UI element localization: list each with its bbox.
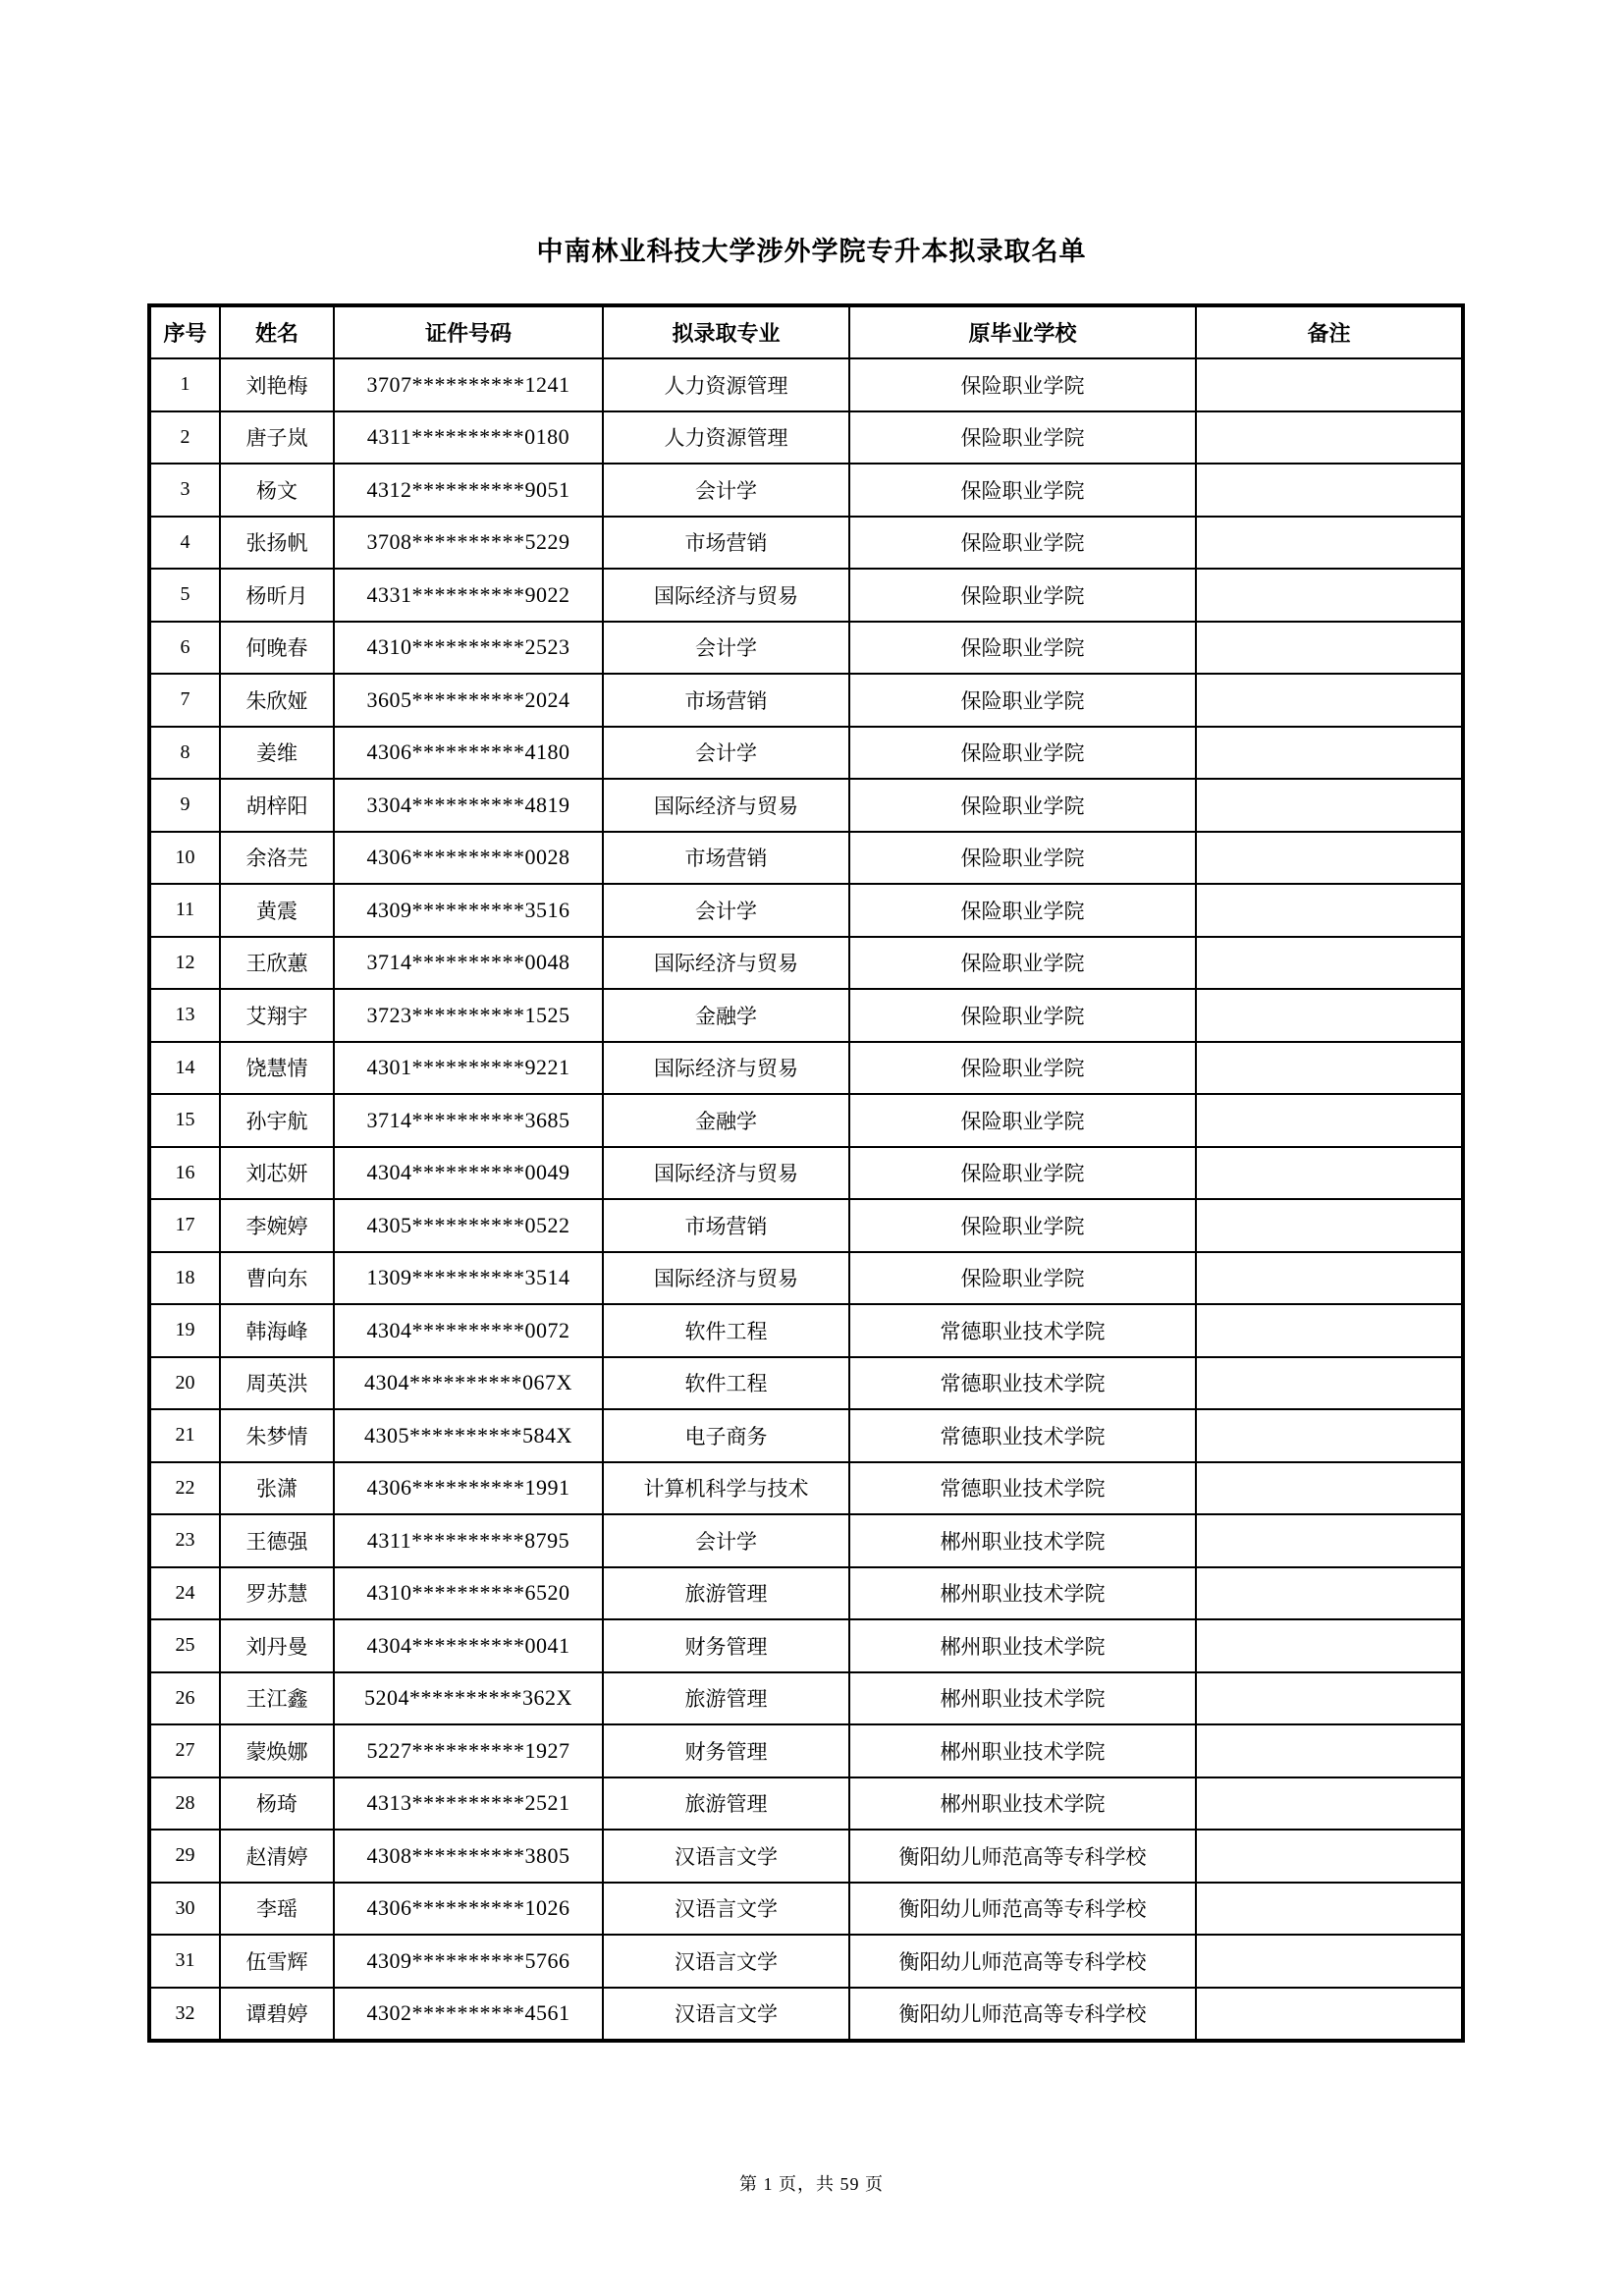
- table-row: [149, 1514, 1463, 1567]
- cell-index: 15: [149, 1094, 220, 1147]
- cell-school: 保险职业学院: [849, 779, 1196, 832]
- cell-name: 赵清婷: [220, 1830, 334, 1883]
- cell-name: 朱梦情: [220, 1409, 334, 1462]
- cell-remark: [1196, 1830, 1463, 1883]
- cell-school: 保险职业学院: [849, 411, 1196, 465]
- cell-name: 刘丹曼: [220, 1619, 334, 1672]
- cell-name: 杨琦: [220, 1777, 334, 1831]
- cell-index: 8: [149, 727, 220, 780]
- cell-name: 张潇: [220, 1462, 334, 1515]
- cell-index: 12: [149, 937, 220, 990]
- cell-name: 李婉婷: [220, 1199, 334, 1252]
- cell-id-number: 4306**********1991: [334, 1462, 603, 1515]
- cell-major: 会计学: [603, 464, 849, 517]
- cell-school: 保险职业学院: [849, 727, 1196, 780]
- cell-remark: [1196, 464, 1463, 517]
- cell-remark: [1196, 1147, 1463, 1200]
- cell-major: 计算机科学与技术: [603, 1462, 849, 1515]
- cell-major: 人力资源管理: [603, 411, 849, 465]
- cell-major: 金融学: [603, 1094, 849, 1147]
- column-header-index: 序号: [149, 305, 220, 358]
- cell-name: 曹向东: [220, 1252, 334, 1305]
- cell-school: 常德职业技术学院: [849, 1409, 1196, 1462]
- cell-major: 国际经济与贸易: [603, 1042, 849, 1095]
- cell-school: 郴州职业技术学院: [849, 1777, 1196, 1831]
- cell-remark: [1196, 1409, 1463, 1462]
- cell-id-number: 4308**********3805: [334, 1830, 603, 1883]
- cell-remark: [1196, 989, 1463, 1042]
- cell-school: 保险职业学院: [849, 1199, 1196, 1252]
- cell-index: 6: [149, 622, 220, 675]
- table-row: [149, 1567, 1463, 1620]
- cell-index: 9: [149, 779, 220, 832]
- cell-major: 汉语言文学: [603, 1935, 849, 1988]
- cell-remark: [1196, 1304, 1463, 1357]
- cell-major: 人力资源管理: [603, 358, 849, 411]
- cell-school: 保险职业学院: [849, 884, 1196, 937]
- cell-school: 保险职业学院: [849, 989, 1196, 1042]
- cell-name: 姜维: [220, 727, 334, 780]
- cell-remark: [1196, 1094, 1463, 1147]
- cell-major: 国际经济与贸易: [603, 569, 849, 622]
- cell-index: 29: [149, 1830, 220, 1883]
- cell-name: 周英洪: [220, 1357, 334, 1410]
- cell-index: 27: [149, 1724, 220, 1777]
- table-row: [149, 1357, 1463, 1410]
- cell-remark: [1196, 1883, 1463, 1936]
- cell-index: 26: [149, 1672, 220, 1725]
- cell-school: 郴州职业技术学院: [849, 1567, 1196, 1620]
- table-row: [149, 1094, 1463, 1147]
- cell-remark: [1196, 1514, 1463, 1567]
- cell-index: 30: [149, 1883, 220, 1936]
- cell-school: 保险职业学院: [849, 937, 1196, 990]
- cell-index: 2: [149, 411, 220, 465]
- cell-id-number: 3304**********4819: [334, 779, 603, 832]
- cell-name: 李瑶: [220, 1883, 334, 1936]
- table-row: [149, 1830, 1463, 1883]
- table-row: [149, 1199, 1463, 1252]
- cell-remark: [1196, 1462, 1463, 1515]
- cell-index: 25: [149, 1619, 220, 1672]
- cell-school: 保险职业学院: [849, 1252, 1196, 1305]
- cell-name: 饶慧情: [220, 1042, 334, 1095]
- cell-index: 14: [149, 1042, 220, 1095]
- cell-name: 余洛芫: [220, 832, 334, 885]
- cell-remark: [1196, 832, 1463, 885]
- cell-index: 19: [149, 1304, 220, 1357]
- cell-index: 20: [149, 1357, 220, 1410]
- cell-school: 保险职业学院: [849, 517, 1196, 570]
- cell-name: 伍雪辉: [220, 1935, 334, 1988]
- cell-school: 衡阳幼儿师范高等专科学校: [849, 1883, 1196, 1936]
- table-row: [149, 517, 1463, 570]
- cell-school: 保险职业学院: [849, 622, 1196, 675]
- table-row: [149, 1724, 1463, 1777]
- cell-major: 市场营销: [603, 1199, 849, 1252]
- cell-remark: [1196, 1567, 1463, 1620]
- cell-school: 保险职业学院: [849, 464, 1196, 517]
- cell-major: 市场营销: [603, 674, 849, 727]
- cell-remark: [1196, 1988, 1463, 2042]
- table-row: [149, 1042, 1463, 1095]
- cell-id-number: 3708**********5229: [334, 517, 603, 570]
- table-body: [149, 358, 1463, 2041]
- cell-remark: [1196, 1042, 1463, 1095]
- cell-remark: [1196, 1672, 1463, 1725]
- cell-name: 张扬帆: [220, 517, 334, 570]
- cell-id-number: 1309**********3514: [334, 1252, 603, 1305]
- cell-remark: [1196, 727, 1463, 780]
- cell-name: 刘艳梅: [220, 358, 334, 411]
- cell-remark: [1196, 1724, 1463, 1777]
- table-row: [149, 1672, 1463, 1725]
- cell-remark: [1196, 1777, 1463, 1831]
- cell-index: 24: [149, 1567, 220, 1620]
- cell-remark: [1196, 937, 1463, 990]
- table-row: [149, 358, 1463, 411]
- table-row: [149, 674, 1463, 727]
- cell-school: 郴州职业技术学院: [849, 1672, 1196, 1725]
- table-row: [149, 1935, 1463, 1988]
- cell-major: 旅游管理: [603, 1567, 849, 1620]
- cell-name: 朱欣娅: [220, 674, 334, 727]
- cell-id-number: 4310**********6520: [334, 1567, 603, 1620]
- cell-id-number: 4310**********2523: [334, 622, 603, 675]
- cell-name: 孙宇航: [220, 1094, 334, 1147]
- cell-id-number: 5204**********362X: [334, 1672, 603, 1725]
- cell-name: 胡梓阳: [220, 779, 334, 832]
- cell-school: 郴州职业技术学院: [849, 1619, 1196, 1672]
- cell-id-number: 3605**********2024: [334, 674, 603, 727]
- cell-id-number: 3723**********1525: [334, 989, 603, 1042]
- cell-major: 国际经济与贸易: [603, 937, 849, 990]
- cell-index: 13: [149, 989, 220, 1042]
- table-row: [149, 622, 1463, 675]
- cell-name: 唐子岚: [220, 411, 334, 465]
- cell-index: 7: [149, 674, 220, 727]
- cell-remark: [1196, 1199, 1463, 1252]
- cell-remark: [1196, 358, 1463, 411]
- cell-id-number: 4311**********0180: [334, 411, 603, 465]
- cell-id-number: 4313**********2521: [334, 1777, 603, 1831]
- cell-name: 艾翔宇: [220, 989, 334, 1042]
- cell-school: 常德职业技术学院: [849, 1304, 1196, 1357]
- table-row: [149, 779, 1463, 832]
- cell-major: 会计学: [603, 884, 849, 937]
- column-header-id: 证件号码: [334, 305, 603, 358]
- cell-major: 软件工程: [603, 1357, 849, 1410]
- cell-id-number: 4306**********0028: [334, 832, 603, 885]
- table-row: [149, 1304, 1463, 1357]
- cell-id-number: 4304**********0072: [334, 1304, 603, 1357]
- cell-major: 会计学: [603, 1514, 849, 1567]
- table-row: [149, 1619, 1463, 1672]
- cell-major: 旅游管理: [603, 1672, 849, 1725]
- table-row: [149, 989, 1463, 1042]
- cell-major: 汉语言文学: [603, 1988, 849, 2042]
- cell-major: 会计学: [603, 622, 849, 675]
- table-row: [149, 1883, 1463, 1936]
- cell-major: 市场营销: [603, 832, 849, 885]
- cell-remark: [1196, 622, 1463, 675]
- admission-roster-table: [147, 303, 1465, 2043]
- cell-remark: [1196, 1935, 1463, 1988]
- cell-name: 罗苏慧: [220, 1567, 334, 1620]
- cell-major: 国际经济与贸易: [603, 1252, 849, 1305]
- cell-index: 21: [149, 1409, 220, 1462]
- cell-name: 杨昕月: [220, 569, 334, 622]
- cell-remark: [1196, 517, 1463, 570]
- table-row: [149, 884, 1463, 937]
- cell-index: 1: [149, 358, 220, 411]
- cell-index: 32: [149, 1988, 220, 2042]
- cell-id-number: 4306**********4180: [334, 727, 603, 780]
- cell-index: 10: [149, 832, 220, 885]
- column-header-school: 原毕业学校: [849, 305, 1196, 358]
- cell-remark: [1196, 411, 1463, 465]
- cell-major: 会计学: [603, 727, 849, 780]
- cell-index: 23: [149, 1514, 220, 1567]
- cell-major: 汉语言文学: [603, 1883, 849, 1936]
- cell-major: 国际经济与贸易: [603, 1147, 849, 1200]
- cell-name: 王德强: [220, 1514, 334, 1567]
- cell-school: 保险职业学院: [849, 1147, 1196, 1200]
- cell-school: 保险职业学院: [849, 832, 1196, 885]
- cell-school: 保险职业学院: [849, 1094, 1196, 1147]
- cell-id-number: 4304**********0049: [334, 1147, 603, 1200]
- cell-major: 旅游管理: [603, 1777, 849, 1831]
- cell-id-number: 4306**********1026: [334, 1883, 603, 1936]
- column-header-name: 姓名: [220, 305, 334, 358]
- cell-remark: [1196, 1619, 1463, 1672]
- cell-id-number: 4304**********067X: [334, 1357, 603, 1410]
- cell-school: 常德职业技术学院: [849, 1462, 1196, 1515]
- table-row: [149, 727, 1463, 780]
- table-row: [149, 937, 1463, 990]
- page-number-footer: 第 1 页，共 59 页: [739, 2174, 884, 2194]
- cell-id-number: 4311**********8795: [334, 1514, 603, 1567]
- table-row: [149, 569, 1463, 622]
- cell-school: 保险职业学院: [849, 569, 1196, 622]
- cell-major: 软件工程: [603, 1304, 849, 1357]
- cell-index: 4: [149, 517, 220, 570]
- cell-index: 3: [149, 464, 220, 517]
- cell-school: 保险职业学院: [849, 674, 1196, 727]
- table-row: [149, 1988, 1463, 2042]
- cell-major: 财务管理: [603, 1724, 849, 1777]
- table-row: [149, 832, 1463, 885]
- cell-major: 市场营销: [603, 517, 849, 570]
- cell-school: 常德职业技术学院: [849, 1357, 1196, 1410]
- table-row: [149, 411, 1463, 465]
- cell-index: 22: [149, 1462, 220, 1515]
- table-row: [149, 1409, 1463, 1462]
- cell-name: 王欣蕙: [220, 937, 334, 990]
- column-header-major: 拟录取专业: [603, 305, 849, 358]
- cell-school: 衡阳幼儿师范高等专科学校: [849, 1830, 1196, 1883]
- cell-name: 王江鑫: [220, 1672, 334, 1725]
- cell-id-number: 4304**********0041: [334, 1619, 603, 1672]
- cell-index: 17: [149, 1199, 220, 1252]
- cell-school: 保险职业学院: [849, 1042, 1196, 1095]
- column-header-remark: 备注: [1196, 305, 1463, 358]
- cell-name: 杨文: [220, 464, 334, 517]
- cell-remark: [1196, 1252, 1463, 1305]
- cell-remark: [1196, 779, 1463, 832]
- cell-id-number: 4305**********584X: [334, 1409, 603, 1462]
- table-row: [149, 464, 1463, 517]
- cell-name: 黄震: [220, 884, 334, 937]
- cell-index: 16: [149, 1147, 220, 1200]
- cell-school: 郴州职业技术学院: [849, 1514, 1196, 1567]
- cell-remark: [1196, 884, 1463, 937]
- cell-index: 18: [149, 1252, 220, 1305]
- cell-id-number: 3714**********3685: [334, 1094, 603, 1147]
- cell-major: 国际经济与贸易: [603, 779, 849, 832]
- cell-id-number: 4302**********4561: [334, 1988, 603, 2042]
- cell-index: 31: [149, 1935, 220, 1988]
- cell-remark: [1196, 1357, 1463, 1410]
- cell-id-number: 4301**********9221: [334, 1042, 603, 1095]
- cell-school: 衡阳幼儿师范高等专科学校: [849, 1935, 1196, 1988]
- table-row: [149, 1252, 1463, 1305]
- cell-school: 郴州职业技术学院: [849, 1724, 1196, 1777]
- cell-id-number: 4309**********3516: [334, 884, 603, 937]
- cell-id-number: 3714**********0048: [334, 937, 603, 990]
- cell-id-number: 4331**********9022: [334, 569, 603, 622]
- cell-index: 5: [149, 569, 220, 622]
- table-row: [149, 1147, 1463, 1200]
- cell-remark: [1196, 569, 1463, 622]
- cell-name: 刘芯妍: [220, 1147, 334, 1200]
- cell-major: 汉语言文学: [603, 1830, 849, 1883]
- cell-school: 保险职业学院: [849, 358, 1196, 411]
- cell-major: 财务管理: [603, 1619, 849, 1672]
- cell-index: 11: [149, 884, 220, 937]
- cell-id-number: 4305**********0522: [334, 1199, 603, 1252]
- table-header-row: [149, 305, 1463, 358]
- table-row: [149, 1462, 1463, 1515]
- cell-name: 蒙焕娜: [220, 1724, 334, 1777]
- table-row: [149, 1777, 1463, 1831]
- cell-remark: [1196, 674, 1463, 727]
- cell-id-number: 5227**********1927: [334, 1724, 603, 1777]
- cell-major: 金融学: [603, 989, 849, 1042]
- cell-name: 谭碧婷: [220, 1988, 334, 2042]
- cell-id-number: 4309**********5766: [334, 1935, 603, 1988]
- cell-major: 电子商务: [603, 1409, 849, 1462]
- cell-name: 韩海峰: [220, 1304, 334, 1357]
- page-title: 中南林业科技大学涉外学院专升本拟录取名单: [536, 237, 1087, 266]
- cell-school: 衡阳幼儿师范高等专科学校: [849, 1988, 1196, 2042]
- cell-id-number: 3707**********1241: [334, 358, 603, 411]
- cell-name: 何晚春: [220, 622, 334, 675]
- cell-id-number: 4312**********9051: [334, 464, 603, 517]
- cell-index: 28: [149, 1777, 220, 1831]
